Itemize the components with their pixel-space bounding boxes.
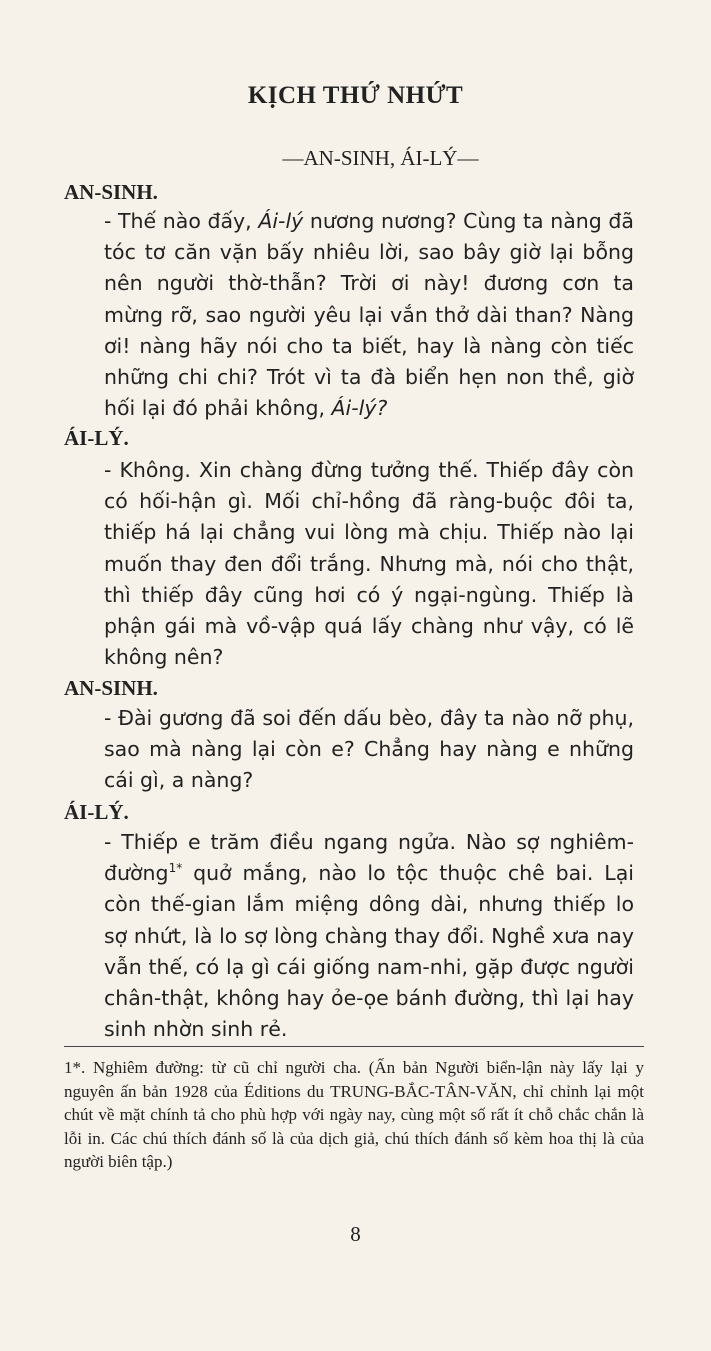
dialogue-text: - Không. Xin chàng đừng tưởng thế. Thiếp đây còn có hối-hận gì. Mối chỉ-hồng đã ràng-buộc đôi ta, thiếp há lại chẳng vui lòng mà chịu. Thiếp nào lại muốn thay đen đổi trắng. Nhưng mà, nói cho thật, thì thiếp đây cũng hơi có ý ngại-ngùng. Thiếp là phận gái mà vồ-vập quá lấy chàng như vậy, có lẽ không nên? — [104, 458, 634, 670]
emphasis-name: Ái-lý — [258, 209, 304, 233]
character-list: —AN-SINH, ÁI-LÝ— — [282, 146, 479, 170]
footnote: 1*. Nghiêm đường: từ cũ chỉ người cha. (Ấn bản Người biển-lận này lấy lại y nguyên ấn bản 1928 của Éditions du TRUNG-BẮC-TÂN-VĂN, chỉ chỉnh lại một chút về mặt chính tả cho phù hợp với ngày nay, cùng một số rất ít chỗ chắc chắn là lỗi in. Các chú thích đánh số là của dịch giả, chú thích đánh số kèm hoa thị là của người biên tập.) — [64, 1058, 644, 1172]
speaker-name: ÁI-LÝ. — [64, 426, 129, 450]
dialogue-text: - Đài gương đã soi đến dấu bèo, đây ta nào nỡ phụ, sao mà nàng lại còn e? Chẳng hay nàng e những cái gì, a nàng? — [104, 706, 634, 793]
speaker-name: AN-SINH. — [64, 676, 158, 700]
footnote-marker: 1* — [168, 861, 183, 876]
page-number: 8 — [350, 1222, 361, 1246]
dialogue-text: - Thế nào đấy, Ái-lý nương nương? Cùng ta nàng đã tóc tơ căn vặn bấy nhiêu lời, sao bây giờ lại bỗng nên người thờ-thẫn? Trời ơi này! đương cơn ta mừng rỡ, sao người yêu lại vắn thở dài than? Nàng ơi! nàng hãy nói cho ta biết, hay là nàng còn tiếc những chi chi? Trót vì ta đà biển hẹn non thề, giờ hối lại đó phải không, Ái-lý? — [104, 209, 634, 421]
emphasis-name: Ái-lý? — [331, 396, 388, 421]
speaker-name: ÁI-LÝ. — [64, 800, 129, 824]
dialogue-text: - Thiếp e trăm điều ngang ngửa. Nào sợ nghiêm-đường$^{1*}$ quở mắng, nào lo tộc thuộc chê bai. Lại còn thế-gian lắm miệng dông dài, nhưng thiếp lo sợ nhứt, là lo sợ lòng chàng thay đổi. Nghề xưa nay vẫn thế, có lạ gì cái giống nam-nhi, gặp được người chân-thật, không hay ỏe-ọe bánh đường, thì lại hay sinh nhờn sinh rẻ. — [104, 830, 634, 1042]
scene-title: KỊCH THỨ NHỨT — [247, 82, 464, 109]
footnote-divider — [64, 1046, 644, 1047]
speaker-name: AN-SINH. — [64, 180, 158, 204]
